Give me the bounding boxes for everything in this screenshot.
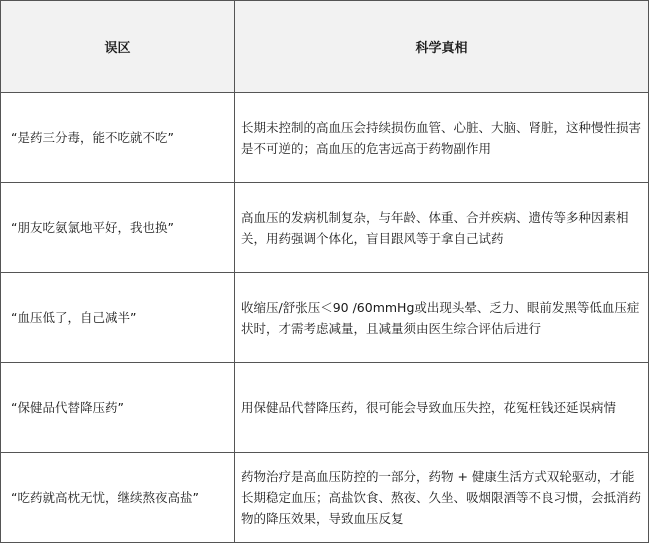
table-row [1, 363, 649, 453]
myth-cell: “血压低了，自己减半” [1, 273, 235, 363]
myth-cell: “吃药就高枕无忧，继续熬夜高盐” [1, 453, 235, 543]
truth-cell: 用保健品代替降压药，很可能会导致血压失控，花冤枉钱还延误病情 [235, 363, 649, 453]
header-truth: 科学真相 [235, 1, 649, 93]
table-row [1, 453, 649, 543]
table-row [1, 183, 649, 273]
truth-cell: 收缩压/舒张压＜90 /60mmHg或出现头晕、乏力、眼前发黑等低血压症状时，才需考虑减量，且减量须由医生综合评估后进行 [235, 273, 649, 363]
header-row [1, 1, 649, 93]
table-row [1, 93, 649, 183]
myth-cell: “是药三分毒，能不吃就不吃” [1, 93, 235, 183]
truth-cell: 长期未控制的高血压会持续损伤血管、心脏、大脑、肾脏，这种慢性损害是不可逆的；高血压的危害远高于药物副作用 [235, 93, 649, 183]
header-myth: 误区 [1, 1, 235, 93]
myth-cell: “朋友吃氨氯地平好，我也换” [1, 183, 235, 273]
truth-cell: 药物治疗是高血压防控的一部分，药物 + 健康生活方式双轮驱动，才能长期稳定血压；高盐饮食、熬夜、久坐、吸烟限酒等不良习惯，会抵消药物的降压效果，导致血压反复 [235, 453, 649, 543]
myth-cell: “保健品代替降压药” [1, 363, 235, 453]
table-row [1, 273, 649, 363]
truth-cell: 高血压的发病机制复杂，与年龄、体重、合并疾病、遗传等多种因素相关，用药强调个体化，盲目跟风等于拿自己试药 [235, 183, 649, 273]
